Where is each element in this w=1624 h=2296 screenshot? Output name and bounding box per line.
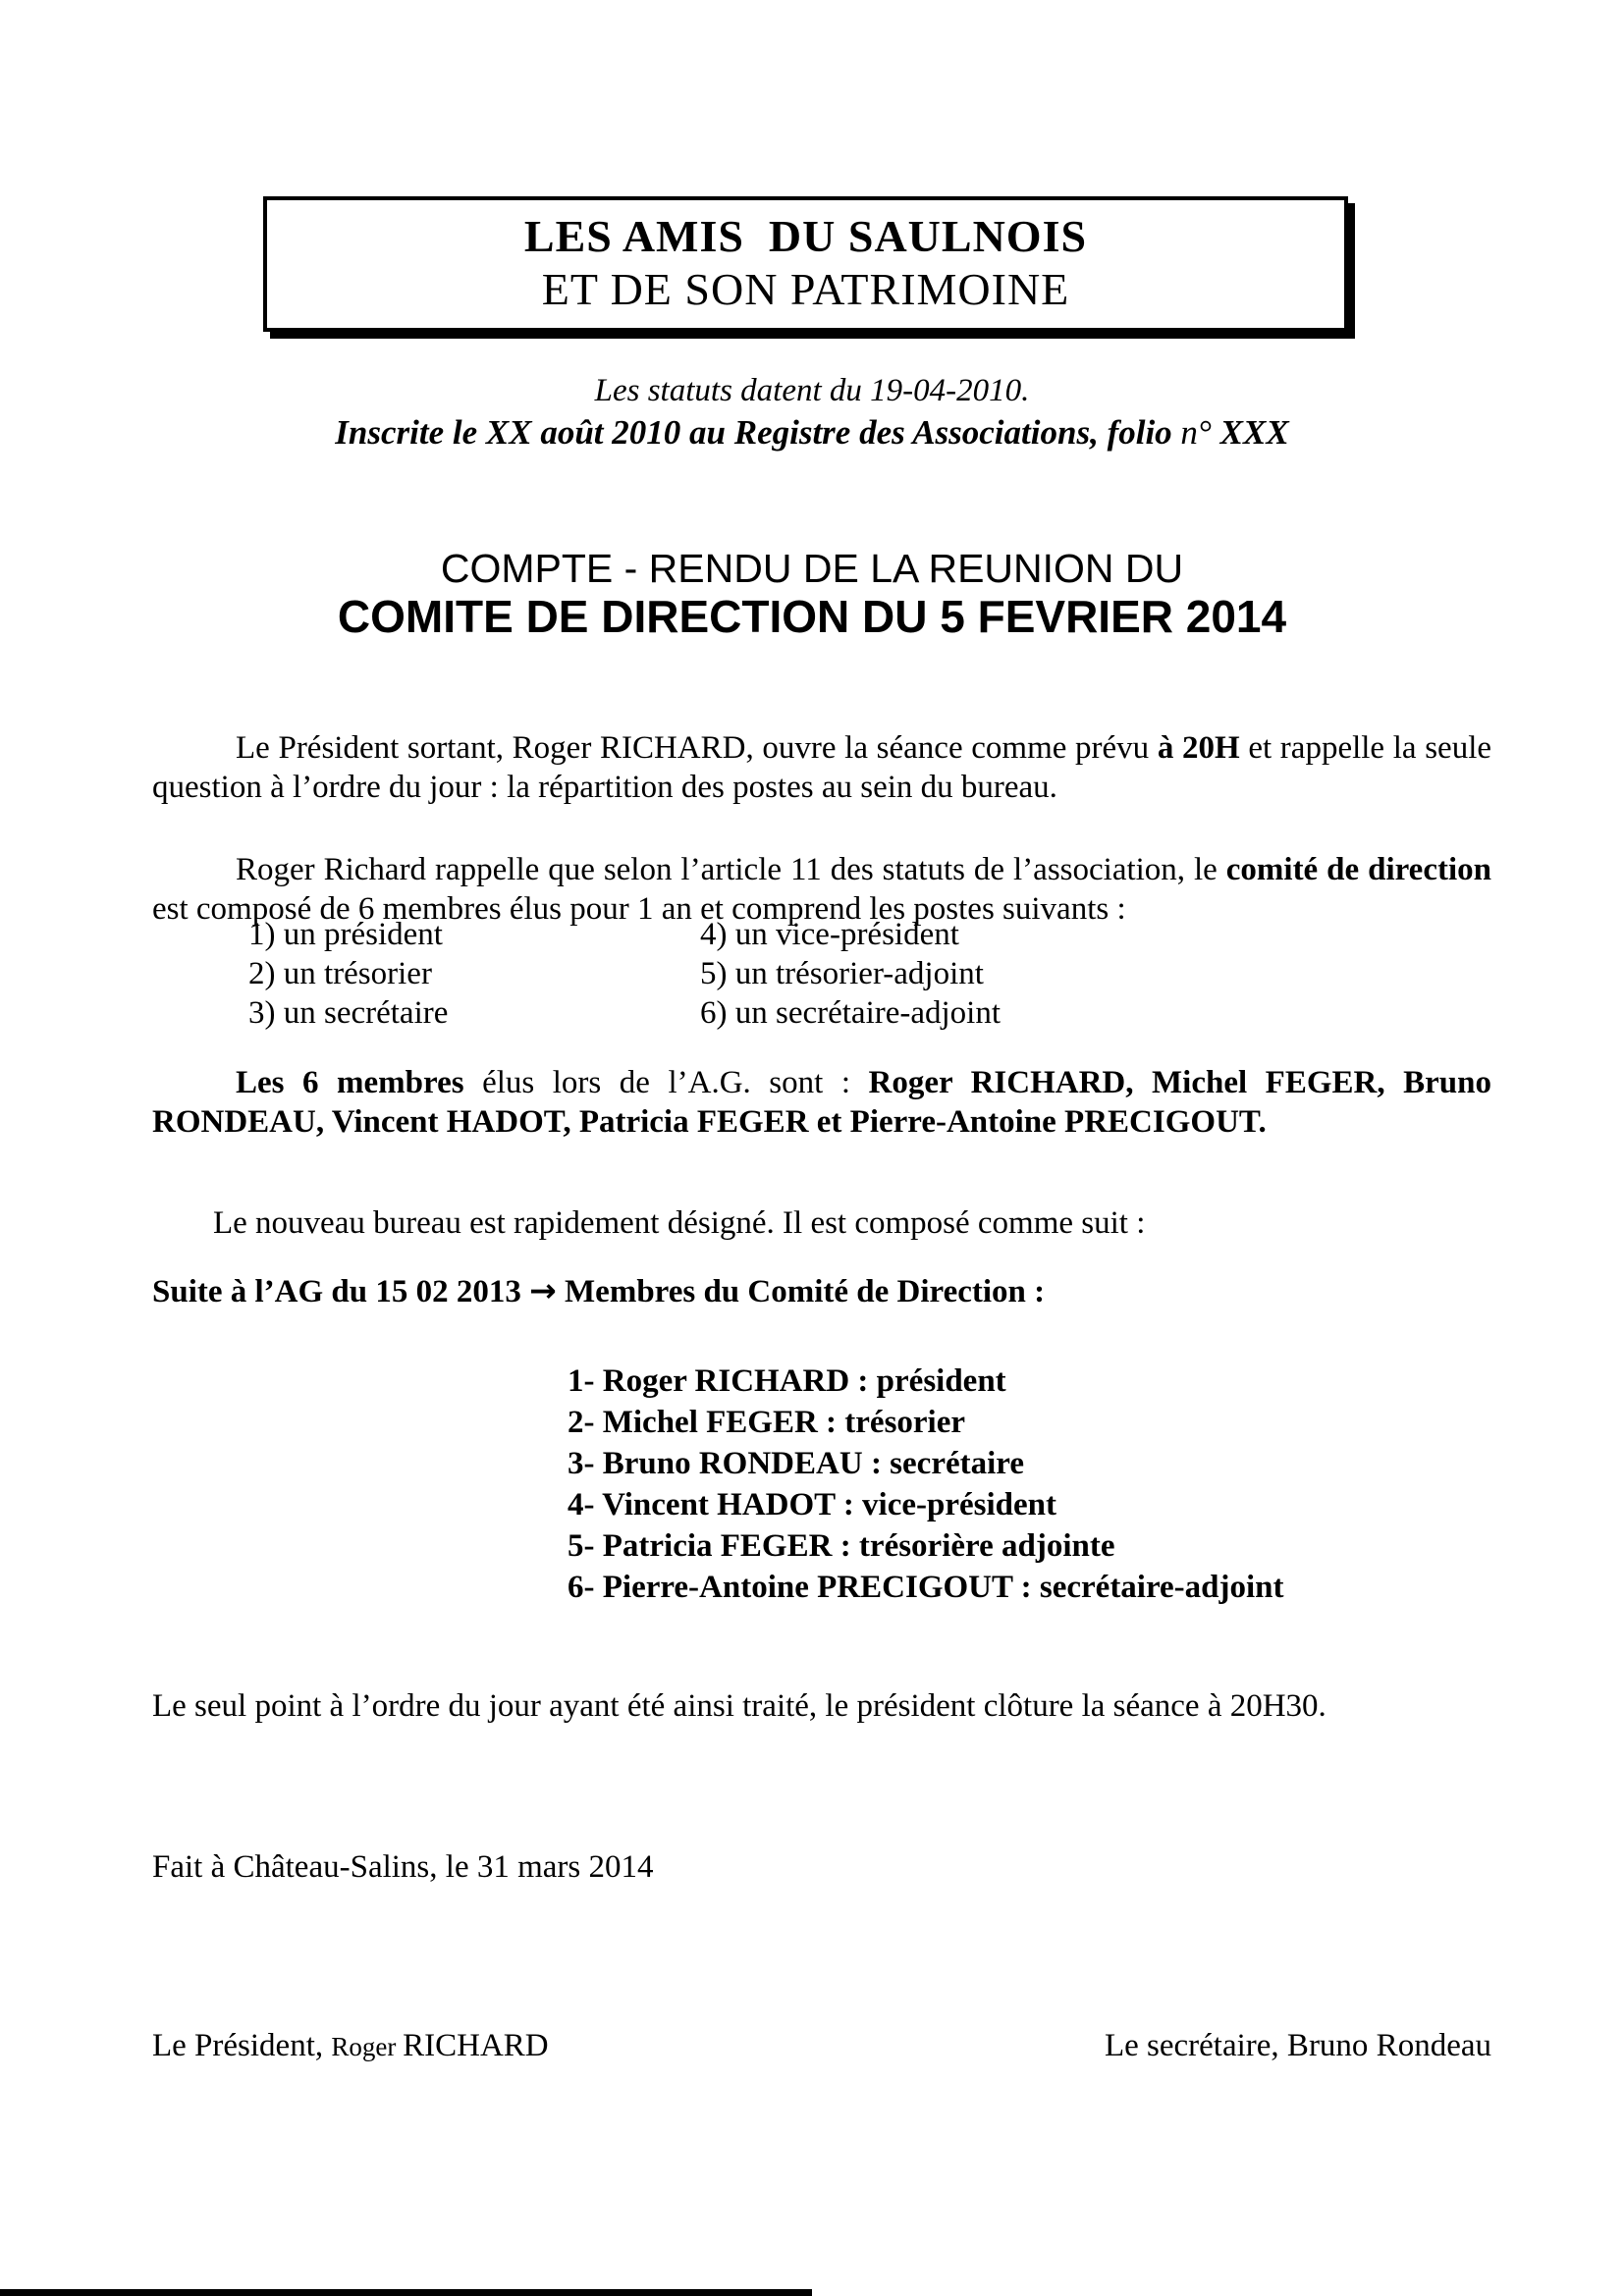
committee-term: comité de direction: [1225, 852, 1491, 887]
paragraph-opening: [152, 728, 1491, 807]
meeting-time: à 20H: [1157, 730, 1240, 766]
paragraph-members: [152, 1063, 1491, 1142]
registry-text: Inscrite le XX août 2010 au Registre des Associations, folio: [335, 413, 1181, 452]
suite-ag-line: [152, 1271, 1491, 1311]
registry-line: [0, 413, 1624, 453]
posts-list-item: 4) un vice-président: [700, 917, 959, 952]
paragraph-article-text: Roger Richard rappelle que selon l’article 11 des statuts de l’association, le: [236, 852, 1226, 887]
association-name-line1: LES AMIS DU SAULNOIS: [523, 211, 1088, 261]
association-name-line2: ET DE SON PATRIMOINE: [541, 264, 1070, 314]
posts-list-item: 3) un secrétaire: [248, 995, 449, 1031]
paragraph-members-text: élus lors de l’A.G. sont :: [463, 1065, 869, 1100]
paragraph-article-text-2: est composé de 6 membres élus pour 1 an et comprend les postes suivants :: [152, 891, 1126, 927]
report-title-line1: COMPTE - RENDU DE LA REUNION DU: [440, 546, 1184, 591]
posts-list-column2: [700, 915, 1001, 1033]
members-count: Les 6 membres: [236, 1065, 464, 1100]
posts-list-item: 1) un président: [248, 917, 443, 952]
signature-president-firstname: Roger: [331, 2032, 404, 2061]
signature-row: [152, 2028, 1491, 2064]
report-title-line2: COMITE DE DIRECTION DU 5 FEVRIER 2014: [337, 591, 1287, 642]
members-names: Roger RICHARD, Michel FEGER, Bruno RONDEAU, Vincent HADOT, Patricia FEGER et Pierre-Antoine PRECIGOUT.: [152, 1065, 1491, 1140]
signature-president-role: Le Président,: [152, 2028, 332, 2063]
posts-list-item: 2) un trésorier: [248, 956, 432, 991]
signature-president: [152, 2028, 549, 2064]
member-list-item: 5- Patricia FEGER : trésorière adjointe: [568, 1528, 1115, 1564]
member-list-item: 6- Pierre-Antoine PRECIGOUT : secrétaire-adjoint: [568, 1570, 1284, 1605]
place-date-line: Fait à Château-Salins, le 31 mars 2014: [152, 1849, 654, 1885]
paragraph-bureau: Le nouveau bureau est rapidement désigné. Il est composé comme suit :: [213, 1205, 1146, 1241]
association-title-box: [263, 196, 1348, 332]
posts-list-item: 6) un secrétaire-adjoint: [700, 995, 1001, 1031]
signature-president-lastname: RICHARD: [403, 2028, 549, 2063]
paragraph-closing: Le seul point à l’ordre du jour ayant été ainsi traité, le président clôture la séance à 20H30.: [152, 1688, 1326, 1724]
paragraph-opening-text-2: et rappelle la seule question à l’ordre du jour : la répartition des postes au sein du bureau.: [152, 730, 1492, 805]
member-list-item: 1- Roger RICHARD : président: [568, 1363, 1006, 1399]
registry-folio-value: XXX: [1219, 413, 1289, 452]
members-assignment-list: [568, 1361, 1284, 1608]
suite-ag-suffix: Membres du Comité de Direction :: [556, 1274, 1046, 1309]
scan-artifact-bar: [0, 2289, 812, 2296]
registry-folio-number-label: n°: [1180, 413, 1220, 452]
right-arrow-icon: →: [529, 1271, 557, 1309]
signature-secretary: Le secrétaire, Bruno Rondeau: [1104, 2028, 1491, 2063]
member-list-item: 2- Michel FEGER : trésorier: [568, 1405, 966, 1440]
posts-list-item: 5) un trésorier-adjoint: [700, 956, 984, 991]
statutes-date-line: Les statuts datent du 19-04-2010.: [594, 373, 1030, 408]
paragraph-opening-text: Le Président sortant, Roger RICHARD, ouvre la séance comme prévu: [236, 730, 1158, 766]
member-list-item: 4- Vincent HADOT : vice-président: [568, 1487, 1057, 1522]
member-list-item: 3- Bruno RONDEAU : secrétaire: [568, 1446, 1024, 1481]
posts-list-column1: [248, 915, 448, 1033]
suite-ag-prefix: Suite à l’AG du 15 02 2013: [152, 1274, 530, 1309]
